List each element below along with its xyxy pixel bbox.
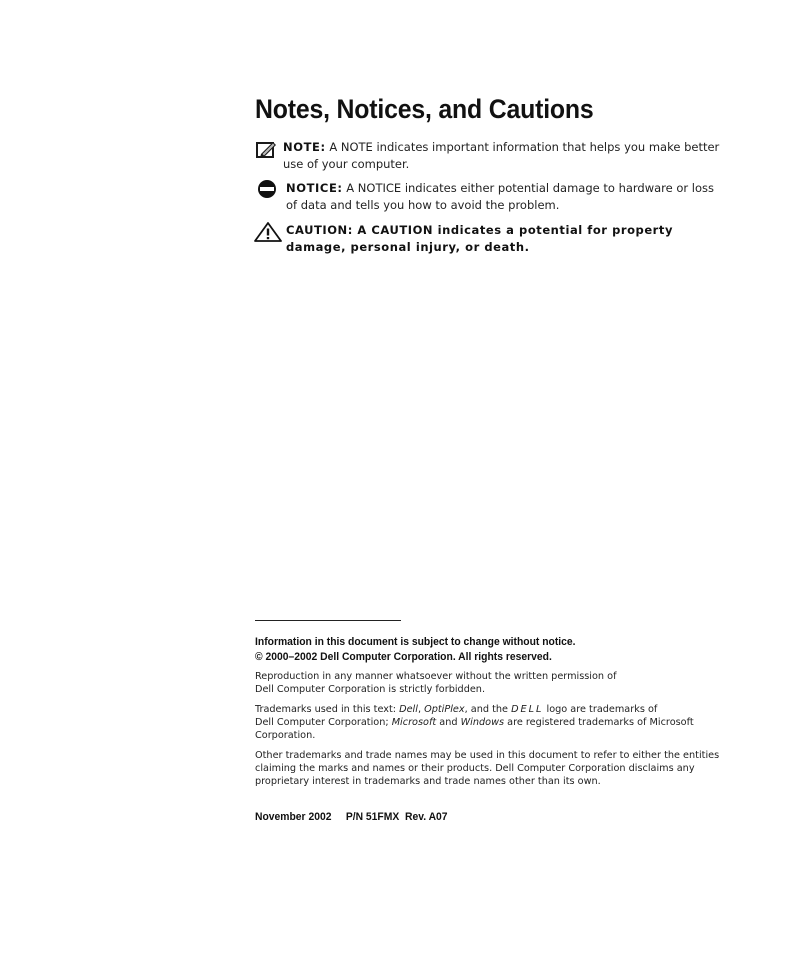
notice-label: NOTICE: — [286, 181, 343, 195]
trademarks-text: are registered trademarks of Microsoft — [504, 717, 694, 728]
trademarks-text: , and the — [464, 704, 512, 715]
notice-text — [286, 180, 724, 214]
footnote-divider — [255, 620, 401, 621]
part-number: P/N 51FMX — [345, 811, 400, 823]
change-notice-line: Information in this document is subject to change without notice. — [255, 636, 576, 648]
other-trademarks-line-1: Other trademarks and trade names may be used in this document to refer to either the entities — [255, 750, 720, 761]
note-label: NOTE: — [283, 140, 326, 154]
reproduction-notice — [255, 670, 725, 696]
publication-date: November 2002 — [255, 811, 332, 823]
trademark-optiplex: OptiPlex — [424, 704, 465, 715]
trademarks-text: Dell Computer Corporation; — [255, 717, 392, 728]
other-trademarks-line-2: claiming the marks and names or their products. Dell Computer Corporation disclaims any — [255, 763, 695, 774]
copyright-line: © 2000–2002 Dell Computer Corporation. All rights reserved. — [255, 651, 552, 663]
caution-message: CAUTION: A CAUTION indicates a potential for property damage, personal injury, or death. — [286, 223, 673, 254]
revision: Rev. A07 — [405, 811, 448, 823]
trademarks-text: Trademarks used in this text: — [255, 704, 400, 715]
pencil-note-icon — [254, 139, 280, 161]
note-text — [283, 139, 724, 173]
trademarks-text: , — [417, 704, 425, 715]
trademark-dell: Dell — [399, 704, 418, 715]
other-trademarks-line-3: proprietary interest in trademarks and trade names other than its own. — [255, 776, 601, 787]
trademarks-text: and — [436, 717, 461, 728]
trademarks-text: Corporation. — [255, 730, 316, 741]
notice-block — [254, 180, 724, 214]
page-title: Notes, Notices, and Cautions — [255, 94, 594, 124]
dell-logo: DELL — [511, 704, 544, 715]
note-block — [254, 139, 724, 173]
other-trademarks-notice — [255, 749, 725, 788]
caution-block — [254, 222, 724, 256]
warning-triangle-icon — [254, 222, 280, 244]
note-message: A NOTE indicates important information that helps you make better use of your computer. — [283, 140, 720, 171]
trademarks-notice — [255, 703, 725, 742]
reproduction-line-2: Dell Computer Corporation is strictly forbidden. — [255, 684, 486, 695]
publication-info — [255, 811, 448, 823]
trademark-microsoft: Microsoft — [391, 717, 437, 728]
trademark-windows: Windows — [460, 717, 505, 728]
reproduction-line-1: Reproduction in any manner whatsoever without the written permission of — [255, 671, 617, 682]
trademarks-text: logo are trademarks of — [543, 704, 658, 715]
notice-message: A NOTICE indicates either potential damage to hardware or loss of data and tells you how to avoid the problem. — [286, 181, 715, 212]
change-notice — [255, 635, 697, 665]
notice-circle-icon — [254, 180, 280, 202]
